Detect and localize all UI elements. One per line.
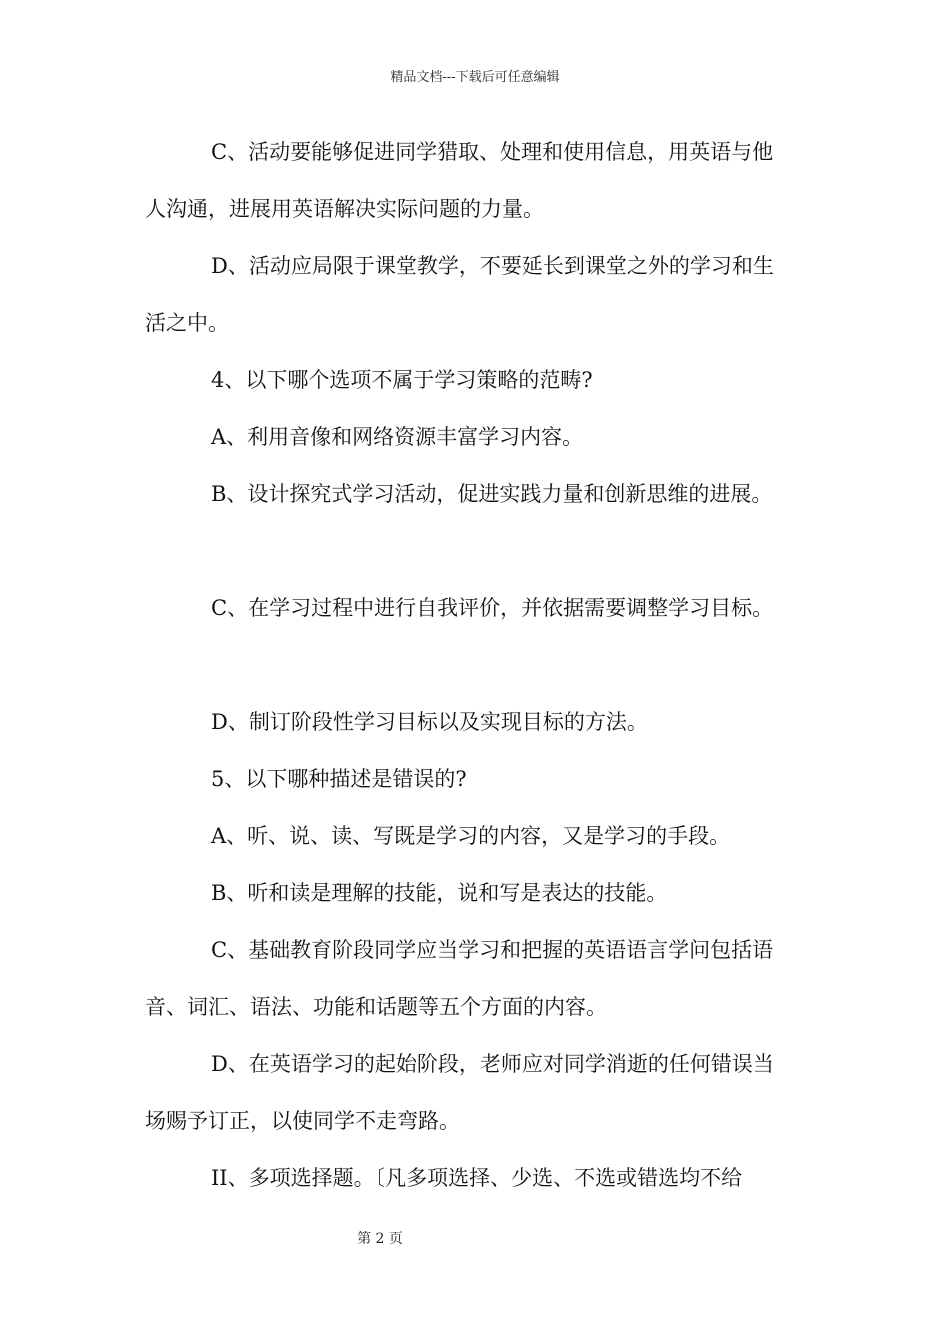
question-4: 4、以下哪个选项不属于学习策略的范畴? — [211, 368, 593, 392]
question-5-option-c-cont: 音、词汇、语法、功能和话题等五个方面的内容。 — [145, 995, 607, 1019]
question-4-option-b: B、设计探究式学习活动，促进实践力量和创新思维的进展。 — [211, 482, 773, 506]
text-line-1: C、活动要能够促进同学猎取、处理和使用信息，用英语与他 — [211, 140, 774, 164]
question-5-option-d-cont: 场赐予订正，以使同学不走弯路。 — [145, 1109, 460, 1133]
question-4-option-c: C、在学习过程中进行自我评价，并依据需要调整学习目标。 — [211, 596, 774, 620]
question-4-option-a: A、利用音像和网络资源丰富学习内容。 — [211, 425, 584, 449]
text-line-2: 人沟通，进展用英语解决实际问题的力量。 — [145, 197, 544, 221]
question-5-option-b: B、听和读是理解的技能，说和写是表达的技能。 — [211, 881, 668, 905]
text-line-3: D、活动应局限于课堂教学，不要延长到课堂之外的学习和生 — [211, 254, 774, 278]
page-header: 精品文档---下载后可任意编辑 — [390, 70, 560, 85]
question-4-option-d: D、制订阶段性学习目标以及实现目标的方法。 — [211, 710, 648, 734]
question-5-option-a: A、听、说、读、写既是学习的内容，又是学习的手段。 — [211, 824, 731, 848]
page-number: 第 2 页 — [357, 1231, 403, 1247]
question-5-option-c: C、基础教育阶段同学应当学习和把握的英语语言学问包括语 — [211, 938, 774, 962]
question-5: 5、以下哪种描述是错误的? — [211, 767, 467, 791]
text-line-4: 活之中。 — [145, 311, 229, 335]
question-5-option-d: D、在英语学习的起始阶段，老师应对同学消逝的任何错误当 — [211, 1052, 774, 1076]
section-ii-heading: II、多项选择题。〔凡多项选择、少选、不选或错选均不给 — [211, 1166, 743, 1190]
